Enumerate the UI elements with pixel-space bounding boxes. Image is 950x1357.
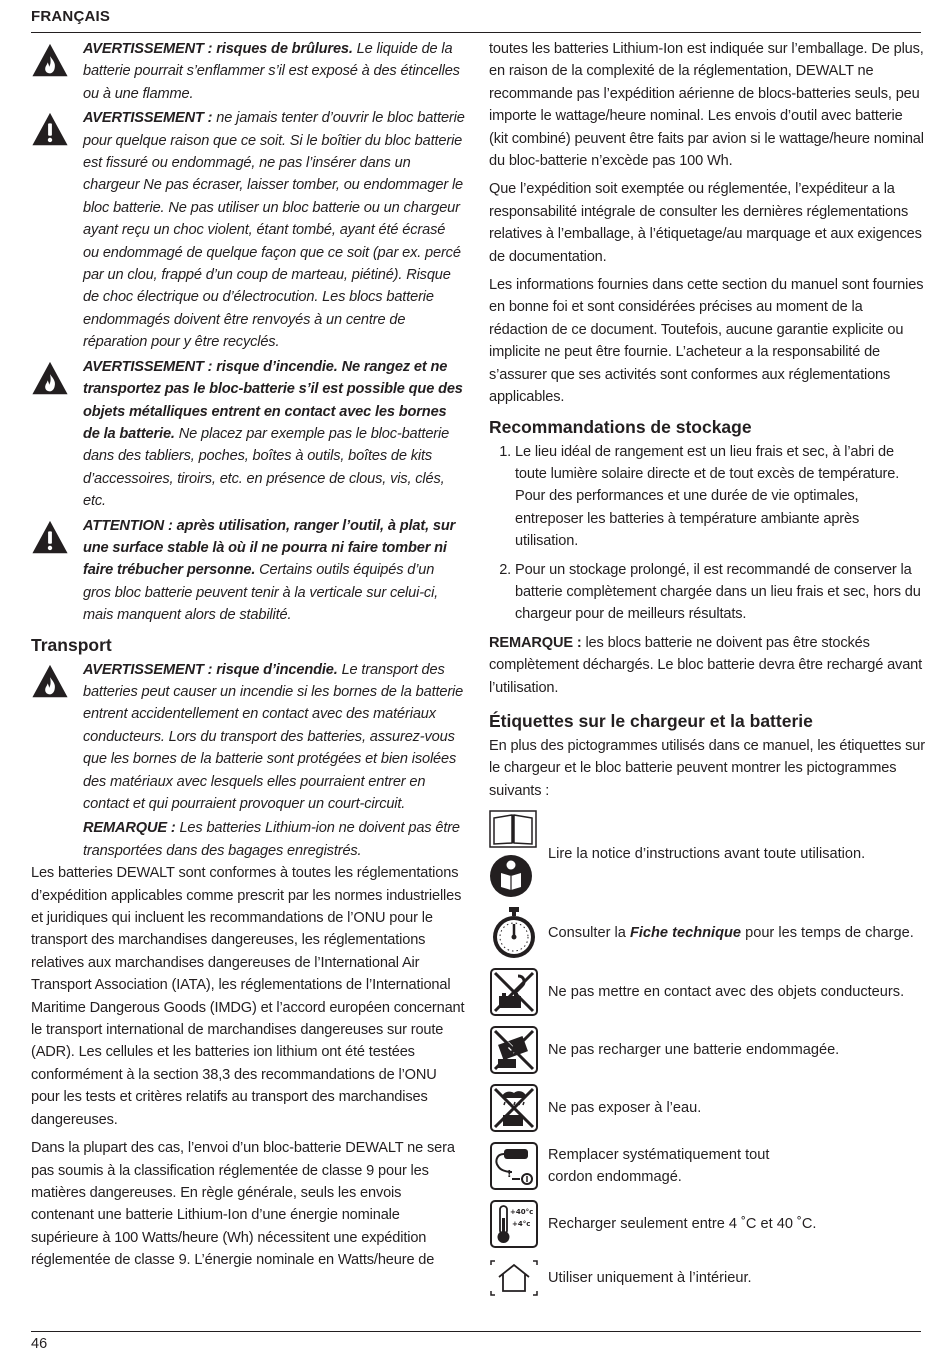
warning-text: Ne placez par exemple pas le bloc-batterie dans des tabliers, poches, boîtes à outils, boîtes de kits d’accessoires, tiroirs, etc. en présence de clous, vis, clés, etc. [83,425,450,510]
paragraph: Les informations fournies dans cette section du manuel sont fournies en bonne foi et sont considérées précises au moment de la rédaction de ce document. Toutefois, aucune garantie explicite ou implicite ne peut être fournie. L’acheteur a la responsabilité de s’assurer que ses activités sont conformes aux réglementations applicables. [489,277,924,406]
footer-rule [31,1331,921,1332]
pictogram-text-post: pour les temps de charge. [741,924,914,941]
section-title-storage: Recommandations de stockage [489,416,752,437]
pictogram-text-pre: Consulter la [548,924,630,941]
page-header [31,8,921,33]
fire-warning-icon [31,663,69,701]
warning-text: Le transport des batteries peut causer un incendie si les bornes de la batterie entrent accidentellement en contact avec des matériaux conducteurs. Lors du transport des batteries, assurez-vous que les bornes de la batterie sont protégées et bien isolées des matériaux avec lesquels elles pourraient entrer en contact et qui pourraient provoquer un court-circuit. [83,661,464,812]
stopwatch-icon [489,906,539,960]
pictogram-row [489,808,925,900]
warning-block [31,515,465,627]
no-conductive-objects-icon [489,968,539,1016]
right-column [489,38,925,1300]
datasheet-reference: Fiche technique [629,924,742,941]
svg-text:!: ! [507,1169,512,1181]
note-lead: REMARQUE : [83,820,176,837]
exclamation-warning-icon [31,111,69,149]
warning-text: Le liquide de la batterie pourrait s’enflammer s’il est exposé à des étincelles ou à une flamme. [83,41,460,102]
fire-warning-icon [31,360,69,398]
pictogram-row [489,1082,925,1134]
remark-lead: REMARQUE : [489,634,582,651]
replace-cord-icon [489,1142,539,1190]
warning-lead: AVERTISSEMENT : risque d’incendie. Ne rangez et ne transportez pas le bloc-batterie s’il est possible que des objets métalliques entrent en contact avec les bornes de la batterie. [83,358,463,442]
thermometer-max-label: +40°c [510,1208,534,1217]
language-label: FRANÇAIS [31,8,111,25]
warning-block [31,107,465,353]
left-column [31,38,465,1278]
indoor-only-icon [489,1259,539,1297]
pictogram-text: Ne pas exposer à l’eau. [548,1099,702,1116]
warning-lead: AVERTISSEMENT : [83,110,213,127]
thermometer-icon [489,1200,539,1248]
fire-warning-icon [31,42,69,80]
warning-lead: AVERTISSEMENT : risques de brûlures. [83,41,353,57]
section-title-labels: Étiquettes sur le chargeur et la batterie [489,710,813,731]
warning-text: ne jamais tenter d’ouvrir le bloc batterie pour quelque raison que ce soit. Si le boîtier du bloc batterie est fissuré ou endommagé, ne pas l’insérer dans un chargeur Ne pas écraser, laisser tomber, ou endommager le bloc batterie. Ne pas utiliser un bloc batterie ou un chargeur ayant reçu un choc violent, étant tombé, ayant été écrasé ou endommagé de quelque façon que ce soit (par ex. percé par un clou, frappé d’un coup de marteau, piétiné). Risque de choc électrique ou d’électrocution. Les blocs batterie endommagés doivent être renvoyés à un centre de réparation pour y être recyclés. [83,110,465,351]
remark-text: les blocs batterie ne doivent pas être stockés complètement déchargés. Le bloc batterie devra être rechargé avant l’utilisation. [489,634,923,696]
storage-list [489,441,925,626]
paragraph: Que l’expédition soit exemptée ou réglementée, l’expéditeur a la responsabilité intégrale de consulter les dernières réglementations relatives à l’emballage, à l’étiquetage/au marquage et aux exigences de documentation. [489,181,922,265]
warning-block [31,356,465,513]
read-manual-icon [489,810,539,898]
transport-warning-block [31,659,465,816]
warning-lead: ATTENTION : après utilisation, ranger l’outil, à plat, sur une surface stable là où il ne pourra ni faire tomber ni faire trébucher personne. [83,517,456,579]
thermometer-min-label: +4°c [512,1220,531,1229]
paragraph: Les batteries DEWALT sont conformes à toutes les réglementations d’expédition applicables comme prescrit par les normes industrielles et juridiques qui incluent les recommandations de l’ONU pour le transport des marchandises dangereuses, les réglementations relatives aux marchandises dangereuses de l’International Air Transport Association (IATA), les réglementations de l’International Maritime Dangerous Goods (IMDG) et l’accord européen concernant le transport international de marchandises dangereuses sur route (ADR). Les cellules et les batteries ion lithium ont été testées conformément à la section 38,3 des recommandations de l’ONU pour les tests et critères relatifs au transport des marchandises dangereuses. [31,865,465,1128]
paragraph: Dans la plupart des cas, l’envoi d’un bloc-batterie DEWALT ne sera pas soumis à la classification réglementée de classe 9 pour les matières dangereuses. En règle générale, seuls les envois contenant une batterie Lithium-Ion d’une énergie nominale supérieure à 100 Watts/heure (Wh) nécessitent une expédition réglementée de classe 9. L’énergie nominale en Watts/heure de [31,1140,455,1269]
section-title-transport: Transport [31,634,112,655]
pictogram-row [489,904,925,962]
no-damaged-battery-icon [489,1026,539,1074]
exclamation-warning-icon [31,519,69,557]
pictogram-text: Ne pas recharger une batterie endommagée. [548,1041,840,1058]
warning-lead: AVERTISSEMENT : risque d’incendie. [83,661,338,678]
list-item: 1. Le lieu idéal de rangement est un lieu frais et sec, à l’abri de toute lumière solaire directe et de tout excès de température. Pour des performances et une durée de vie optimales, entreposer les batteries à température ambiante après utilisation. [515,441,925,553]
storage-remark [489,632,925,699]
pictogram-text [548,922,914,944]
pictogram-text: Ne pas mettre en contact avec des objets conducteurs. [548,983,905,1000]
pictogram-row [489,1256,925,1300]
pictogram-row [489,966,925,1018]
list-item: 2. Pour un stockage prolongé, il est recommandé de conserver la batterie complètement chargée dans un lieu frais et sec, hors du chargeur pour de meilleurs résultats. [515,559,925,626]
pictogram-row [489,1198,925,1250]
no-water-icon [489,1084,539,1132]
note-text: Les batteries Lithium-ion ne doivent pas être transportées dans des bagages enregistrés. [83,820,460,859]
transport-note [31,817,465,862]
pictogram-text: Lire la notice d’instructions avant toute utilisation. [548,845,866,862]
warning-block [31,38,465,105]
page-number: 46 [31,1336,48,1352]
pictogram-text: Recharger seulement entre 4 ˚C et 40 ˚C. [548,1215,817,1232]
pictogram-text: Utiliser uniquement à l’intérieur. [548,1269,752,1286]
paragraph: toutes les batteries Lithium-Ion est indiquée sur l’emballage. De plus, en raison de la complexité de la réglementation, DEWALT ne recommande pas l’expédition aérienne de blocs-batteries seuls, peu importe le wattage/heure nominal. Les envois d’outil avec batterie (kit combiné) peuvent être faits par avion si le wattage/heure nominal du bloc-batterie n’excède pas 100 Wh. [489,41,924,170]
pictogram-row [489,1024,925,1076]
pictogram-row [489,1140,925,1192]
labels-intro: En plus des pictogrammes utilisés dans ce manuel, les étiquettes sur le chargeur et le bloc batterie peuvent montrer les pictogrammes suivants : [489,737,925,799]
warning-text: Certains outils équipés d’un gros bloc batterie peuvent tenir à la verticale sur celui-ci, mais manquent alors de stabilité. [83,562,439,624]
pictogram-text: Remplacer systématiquement tout cordon endommagé. [548,1146,770,1186]
